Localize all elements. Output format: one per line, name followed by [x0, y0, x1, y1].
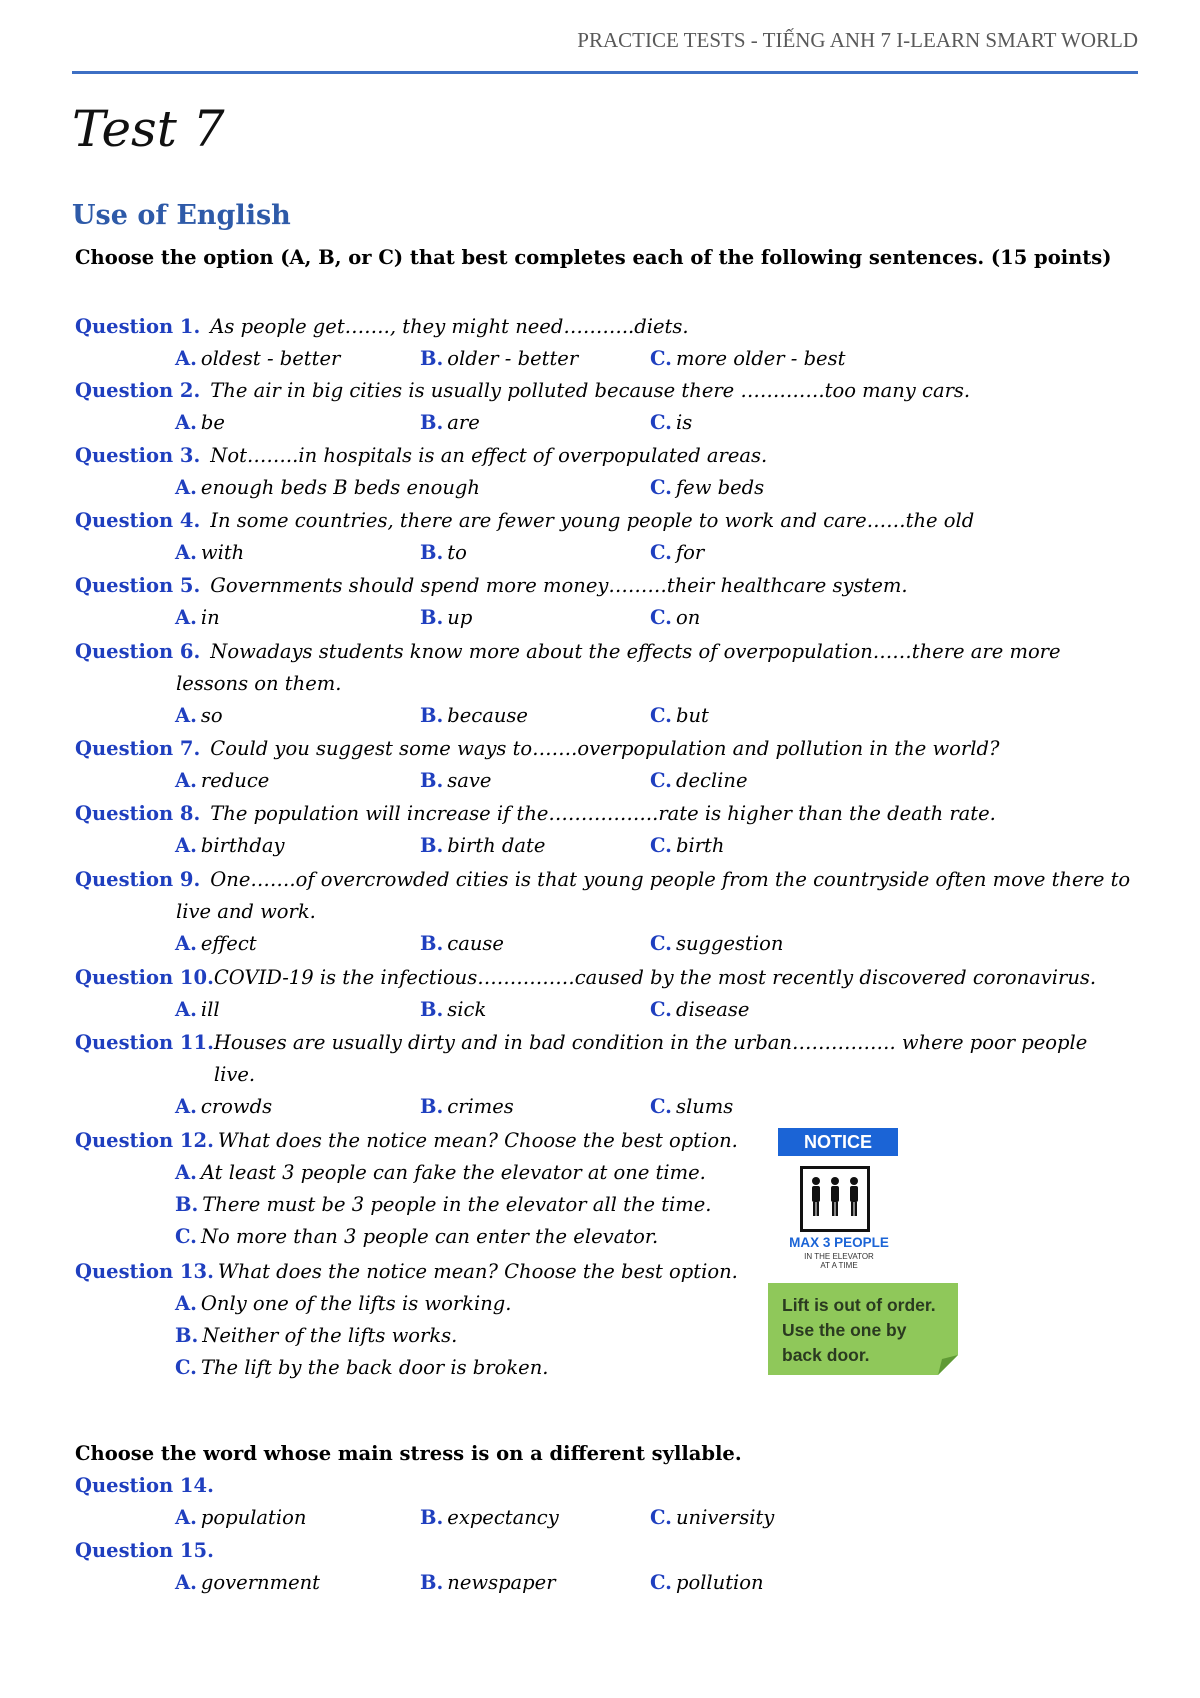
question-label: Question 1.: [75, 315, 201, 338]
question-label: Question 15.: [75, 1539, 214, 1562]
question-label: Question 6.: [75, 640, 201, 663]
question-text-continued: live and work.: [176, 900, 316, 923]
sticky-line: back door.: [782, 1345, 870, 1365]
option-a[interactable]: A. Only one of the lifts is working.: [175, 1292, 512, 1315]
question-label: Question 5.: [75, 574, 201, 597]
question-text: COVID-19 is the infectious……………caused by the most recently discovered coronavirus.: [213, 966, 1097, 989]
question-text: One…….of overcrowded cities is that young people from the countryside often move there to: [210, 868, 1131, 891]
question-text: The air in big cities is usually polluted because there ………….too many cars.: [210, 379, 971, 402]
option-c[interactable]: C. pollution: [650, 1571, 764, 1594]
option-b[interactable]: B. older - better: [420, 347, 579, 370]
question-label: Question 2.: [75, 379, 201, 402]
question-6: [75, 636, 1132, 732]
option-a[interactable]: A. government: [175, 1571, 321, 1594]
option-c[interactable]: C. The lift by the back door is broken.: [175, 1356, 549, 1379]
elevator-subtext: IN THE ELEVATOR: [804, 1252, 874, 1261]
option-a[interactable]: A. effect: [175, 932, 257, 955]
question-4: [75, 505, 1132, 569]
option-b[interactable]: B. save: [420, 769, 492, 792]
option-a[interactable]: A. birthday: [175, 834, 285, 857]
question-14: [75, 1470, 1132, 1534]
option-a[interactable]: A. enough beds B beds enough: [175, 476, 480, 499]
question-label: Question 12.: [75, 1129, 214, 1152]
question-5: [75, 570, 1132, 634]
question-text: Nowadays students know more about the effects of overpopulation……there are more: [210, 640, 1061, 663]
section-heading: Use of English: [72, 200, 291, 231]
option-c[interactable]: C. is: [650, 411, 693, 434]
question-12: [75, 1125, 755, 1253]
question-text: Houses are usually dirty and in bad condition in the urban……………. where poor people live.: [213, 1031, 1088, 1086]
option-a[interactable]: A. crowds: [175, 1095, 273, 1118]
option-c[interactable]: C. decline: [650, 769, 748, 792]
three-people-icon: [803, 1169, 867, 1229]
question-label: Question 3.: [75, 444, 201, 467]
option-a[interactable]: A. population: [175, 1506, 307, 1529]
elevator-notice-image: [778, 1128, 900, 1270]
question-text: Not……..in hospitals is an effect of overpopulated areas.: [210, 444, 768, 467]
option-c[interactable]: C. but: [650, 704, 709, 727]
question-label: Question 4.: [75, 509, 201, 532]
option-b[interactable]: B. cause: [420, 932, 504, 955]
option-a[interactable]: A. reduce: [175, 769, 270, 792]
lift-sticky-note: [768, 1283, 958, 1375]
page-fold-icon: [938, 1355, 958, 1375]
notice-badge: NOTICE: [778, 1128, 898, 1156]
option-c[interactable]: C. disease: [650, 998, 750, 1021]
question-label: Question 11.: [75, 1031, 214, 1054]
option-c[interactable]: C. No more than 3 people can enter the elevator.: [175, 1225, 659, 1248]
option-b[interactable]: B. newspaper: [420, 1571, 556, 1594]
option-a[interactable]: A. ill: [175, 998, 220, 1021]
option-b[interactable]: B. There must be 3 people in the elevator all the time.: [175, 1193, 712, 1216]
question-text: Governments should spend more money………their healthcare system.: [210, 574, 908, 597]
option-b[interactable]: B. are: [420, 411, 480, 434]
question-15: [75, 1535, 1132, 1599]
question-label: Question 9.: [75, 868, 201, 891]
question-text: In some countries, there are fewer young people to work and care……the old: [210, 509, 975, 532]
option-a[interactable]: A. in: [175, 606, 220, 629]
option-a[interactable]: A. oldest - better: [175, 347, 341, 370]
question-1: [75, 311, 1132, 375]
question-11: [75, 1027, 1132, 1123]
option-b[interactable]: B. birth date: [420, 834, 546, 857]
option-c[interactable]: C. more older - best: [650, 347, 846, 370]
question-label: Question 10.: [75, 966, 214, 989]
option-b[interactable]: B. crimes: [420, 1095, 514, 1118]
instruction-multiple-choice: Choose the option (A, B, or C) that best completes each of the following sentences. (15 points): [75, 246, 1112, 269]
option-a[interactable]: A. with: [175, 541, 245, 564]
question-text: As people get……., they might need………..diets.: [210, 315, 689, 338]
question-text: What does the notice mean? Choose the best option.: [217, 1260, 738, 1283]
option-c[interactable]: C. suggestion: [650, 932, 784, 955]
question-text: Could you suggest some ways to…….overpopulation and pollution in the world?: [210, 737, 1000, 760]
question-9: [75, 864, 1132, 960]
option-b[interactable]: B. because: [420, 704, 528, 727]
question-7: [75, 733, 1132, 797]
question-10: [75, 962, 1132, 1026]
option-b[interactable]: B. to: [420, 541, 467, 564]
option-b[interactable]: B. sick: [420, 998, 487, 1021]
max-people-text: MAX 3 PEOPLE: [789, 1235, 889, 1250]
question-text-continued: lessons on them.: [176, 672, 342, 695]
elevator-icon: [800, 1166, 870, 1232]
question-label: Question 7.: [75, 737, 201, 760]
option-c[interactable]: C. for: [650, 541, 705, 564]
option-a[interactable]: A. At least 3 people can fake the elevator at one time.: [175, 1161, 706, 1184]
option-c[interactable]: C. university: [650, 1506, 775, 1529]
question-2: [75, 375, 1132, 439]
option-c[interactable]: C. few beds: [650, 476, 765, 499]
option-a[interactable]: A. so: [175, 704, 223, 727]
option-c[interactable]: C. birth: [650, 834, 725, 857]
option-a[interactable]: A. be: [175, 411, 225, 434]
question-text: What does the notice mean? Choose the best option.: [217, 1129, 738, 1152]
question-8: [75, 798, 1132, 862]
question-13: [75, 1256, 755, 1384]
question-3: [75, 440, 1132, 504]
sticky-line: Use the one by: [782, 1320, 907, 1340]
sticky-line: Lift is out of order.: [782, 1295, 936, 1315]
question-label: Question 13.: [75, 1260, 214, 1283]
instruction-stress: Choose the word whose main stress is on a different syllable.: [75, 1442, 742, 1465]
option-b[interactable]: B. Neither of the lifts works.: [175, 1324, 458, 1347]
question-text: The population will increase if the……………..rate is higher than the death rate.: [210, 802, 996, 825]
option-b[interactable]: B. expectancy: [420, 1506, 559, 1529]
elevator-subtext: AT A TIME: [820, 1261, 858, 1270]
running-header: PRACTICE TESTS - TIẾNG ANH 7 I-LEARN SMART WORLD: [577, 28, 1138, 52]
question-label: Question 14.: [75, 1474, 214, 1497]
question-label: Question 8.: [75, 802, 201, 825]
test-title: Test 7: [72, 100, 225, 158]
option-c[interactable]: C. slums: [650, 1095, 734, 1118]
option-c[interactable]: C. on: [650, 606, 701, 629]
option-b[interactable]: B. up: [420, 606, 473, 629]
header-rule: [72, 71, 1138, 74]
